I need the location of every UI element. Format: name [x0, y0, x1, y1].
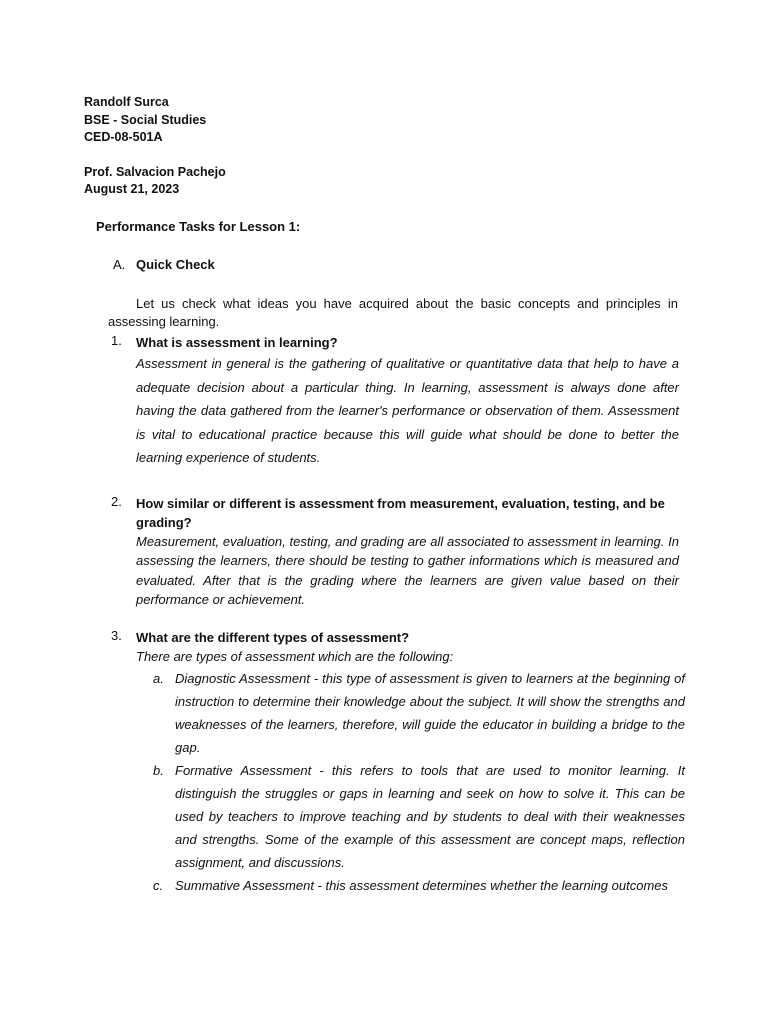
header-spacer — [84, 147, 226, 164]
question-number: 1. — [111, 333, 122, 348]
answer-lead: There are types of assessment which are the following: — [136, 649, 454, 664]
list-item — [153, 759, 685, 874]
list-marker: c. — [153, 878, 164, 893]
question-number: 2. — [111, 494, 122, 509]
list-marker: a. — [153, 671, 164, 686]
question-item — [111, 333, 679, 470]
answer-text: Measurement, evaluation, testing, and grading are all associated to assessment in learning. In assessing the learners, there should be testing to gather informations which is measured and evaluated. After that is the grading where the learners are given value based on their performance or achievement. — [136, 534, 679, 608]
document-header — [84, 94, 226, 199]
question-item — [111, 494, 679, 610]
question-text: How similar or different is assessment from measurement, evaluation, testing, and be grading? — [136, 496, 665, 530]
list-item-text: Summative Assessment - this assessment determines whether the learning outcomes — [175, 878, 669, 893]
question-text: What is assessment in learning? — [136, 335, 338, 350]
list-item-text: Formative Assessment - this refers to tools that are used to monitor learning. It distinguish the struggles or gaps in learning and seek on how to solve it. This can be used by teachers to improve teaching and by students to deal with their weaknesses and strengths. Some of the example of this assessment are concept maps, reflection assignment, and discussions. — [175, 763, 685, 870]
list-item — [153, 667, 685, 759]
list-marker: b. — [153, 763, 164, 778]
professor-name: Prof. Salvacion Pachejo — [84, 164, 226, 179]
task-title: Performance Tasks for Lesson 1: — [96, 219, 301, 234]
list-item-text: Diagnostic Assessment - this type of assessment is given to learners at the beginning of instruction to determine their knowledge about the subject. It will show the strengths and weaknesses of the learners, therefore, will guide the educator in building a bridge to the gap. — [175, 671, 685, 755]
list-item — [153, 874, 685, 897]
answer-text: Assessment in general is the gathering of qualitative or quantitative data that help to have a adequate decision about a particular thing. In learning, assessment is always done after having the data gathered from the learner's performance or observation of them. Assessment is vital to educational practice because this will guide what should be done to better the learning experience of students. — [136, 356, 679, 466]
student-name: Randolf Surca — [84, 95, 169, 109]
student-program: BSE - Social Studies — [84, 112, 207, 127]
document-date: August 21, 2023 — [84, 182, 180, 196]
student-section: CED-08-501A — [84, 130, 163, 144]
question-number: 3. — [111, 628, 122, 643]
section-marker: A. — [113, 257, 126, 272]
question-item — [111, 628, 685, 897]
intro-paragraph: Let us check what ideas you have acquired about the basic concepts and principles in assessing learning. — [108, 296, 678, 329]
section-title: Quick Check — [136, 257, 215, 272]
question-text: What are the different types of assessment? — [136, 630, 410, 645]
section-heading — [113, 257, 215, 272]
